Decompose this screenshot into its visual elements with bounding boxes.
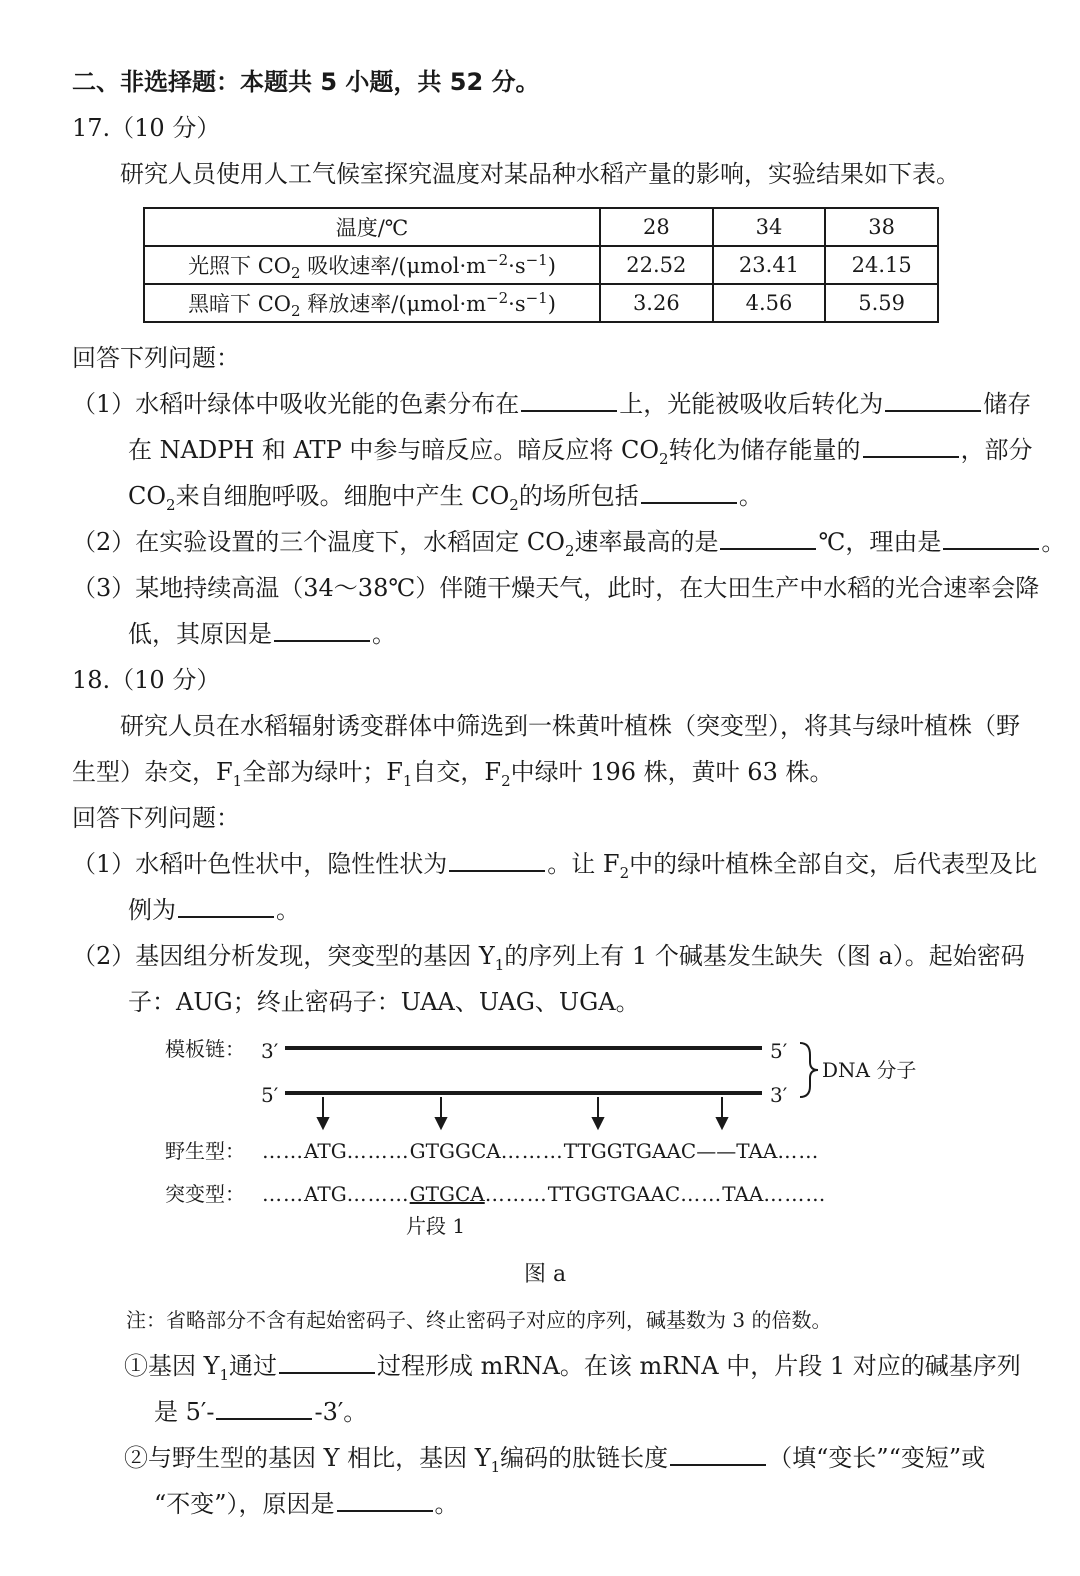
table-cell: 34 (713, 208, 826, 246)
wild-type-sequence: ……ATG………GTGGCA………TTGGTGAAC——TAA…… (262, 1139, 820, 1163)
answer-blank[interactable] (279, 1350, 375, 1374)
table-cell: 28 (600, 208, 713, 246)
answer-blank[interactable] (337, 1488, 433, 1512)
section-title: 二、非选择题：本题共 5 小题，共 52 分。 (72, 68, 540, 96)
dna-molecule-label: DNA 分子 (822, 1058, 917, 1082)
figure-note: 注：省略部分不含有起始密码子、终止密码子对应的序列，碱基数为 3 的倍数。 (126, 1308, 832, 1332)
q18-sub1-line1: ①基因 $Y_1$通过 过程形成 mRNA。在该 mRNA 中，片段 1 对应的碱基序列 (124, 1352, 1021, 1384)
fragment-1-sequence: GTGCA (409, 1182, 485, 1206)
q18-part1-line1: （1）水稻叶色性状中，隐性性状为 。让 $F_2$中的绿叶植株全部自交，后代表型及比 (72, 850, 1038, 882)
q18-intro-line2: 生型）杂交，$F_1$全部为绿叶；$F_1$自交，$F_2$中绿叶 196 株，黄叶 63 株。 (72, 758, 834, 790)
q17-part1-line1: （1）水稻叶绿体中吸收光能的色素分布在 上，光能被吸收后转化为 储存 (72, 390, 1032, 418)
q17-part1-line3: $CO_2$来自细胞呼吸。细胞中产生 $CO_2$的场所包括 。 (128, 482, 763, 514)
arrow-head (717, 1118, 727, 1128)
q18-sub2-line1: ②与野生型的基因 Y 相比，基因 $Y_1$编码的肽链长度 （填“变长”“变短”或 (124, 1444, 986, 1476)
q18-answer-prompt: 回答下列问题： (72, 804, 240, 832)
table-cell: 23.41 (713, 246, 826, 284)
q17-part1-line2: 在 NADPH 和 ATP 中参与暗反应。暗反应将 $CO_2$转化为储存能量的 ，部分 (128, 436, 1033, 468)
q17-part3-line2: 低，其原因是 。 (128, 620, 396, 648)
q18-part2-line1: （2）基因组分析发现，突变型的基因 $Y_1$的序列上有 1 个碱基发生缺失（图 a）。起始密码 (72, 942, 1025, 974)
brace-icon (800, 1043, 818, 1097)
table-cell: 4.56 (713, 284, 826, 322)
q17-intro: 研究人员使用人工气候室探究温度对某品种水稻产量的影响，实验结果如下表。 (120, 160, 960, 188)
answer-blank[interactable] (670, 1442, 766, 1466)
arrow-head (436, 1118, 446, 1128)
table-cell: 22.52 (600, 246, 713, 284)
q18-header: 18.（10 分） (72, 666, 221, 694)
q17-answer-prompt: 回答下列问题： (72, 344, 240, 372)
table-cell: 38 (825, 208, 938, 246)
q18-sub1-line2: 是 5′- -3′。 (154, 1398, 368, 1426)
q18-intro-line1: 研究人员在水稻辐射诱变群体中筛选到一株黄叶植株（突变型），将其与绿叶植株（野 (120, 712, 1020, 740)
q18-part1-line2: 例为 。 (128, 896, 300, 924)
mutant-type-label: 突变型： (165, 1182, 245, 1206)
strand-end-label: 3′ (261, 1039, 279, 1063)
strand-end-label: 3′ (770, 1083, 788, 1107)
arrow-head (318, 1118, 328, 1128)
strand-end-label: 5′ (770, 1039, 788, 1063)
q17-header: 17.（10 分） (72, 114, 221, 142)
q18-sub2-line2: “不变”），原因是 。 (154, 1490, 459, 1518)
q17-part3-line1: （3）某地持续高温（34～38℃）伴随干燥天气，此时，在大田生产中水稻的光合速率会降 (72, 574, 1040, 602)
template-strand-label: 模板链： (165, 1037, 245, 1061)
arrow-head (593, 1118, 603, 1128)
table-header-temperature: 温度/℃ (144, 208, 600, 246)
strand-end-label: 5′ (261, 1083, 279, 1107)
arrow-markers (318, 1097, 727, 1128)
mutant-type-sequence: ……ATG………GTGCA………TTGGTGAAC……TAA……… (262, 1182, 827, 1206)
answer-blank[interactable] (216, 1396, 312, 1420)
q18-part2-line2: 子：AUG；终止密码子：UAA、UAG、UGA。 (128, 988, 640, 1016)
table-row-label-dark: 黑暗下 $CO_2$ 释放速率$/(\mu mol\cdot m^{-2}\cdot s^{-1})$ (144, 284, 600, 322)
table-cell: 3.26 (600, 284, 713, 322)
table-row-label-light: 光照下 $CO_2$ 吸收速率$/(\mu mol\cdot m^{-2}\cdot s^{-1})$ (144, 246, 600, 284)
table-cell: 5.59 (825, 284, 938, 322)
q17-part2: （2）在实验设置的三个温度下，水稻固定 $CO_2$速率最高的是 ℃，理由是 。 (72, 528, 1066, 560)
fragment-1-label: 片段 1 (406, 1214, 466, 1238)
table-cell: 24.15 (825, 246, 938, 284)
figure-caption: 图 a (524, 1262, 567, 1287)
wild-type-label: 野生型： (165, 1139, 245, 1163)
